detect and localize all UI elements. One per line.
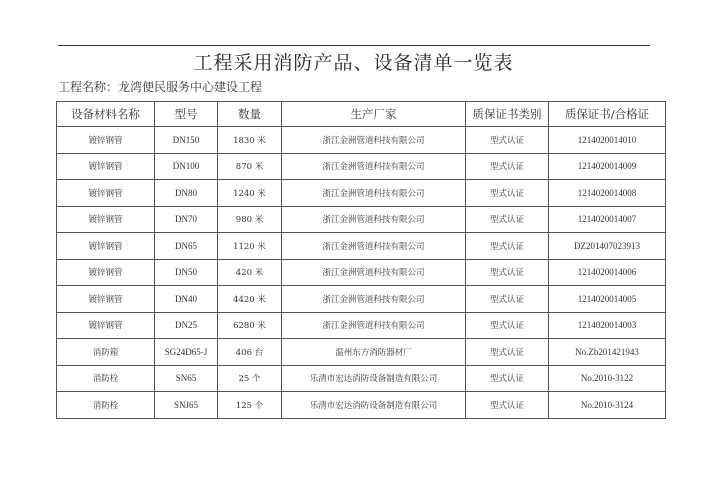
cell-quantity: 1120 米: [218, 233, 282, 260]
cell-cert-type: 型式认证: [466, 286, 549, 313]
cell-model: DN70: [155, 206, 218, 233]
table-row: [57, 365, 666, 392]
cell-model: DN100: [155, 153, 218, 180]
cell-cert-type: 型式认证: [466, 127, 549, 154]
cell-manufacturer: 乐清市宏达消防设备制造有限公司: [282, 365, 466, 392]
cell-cert-no: 1214020014007: [549, 206, 666, 233]
cell-quantity: 25 个: [218, 365, 282, 392]
cell-name: 消防箱: [57, 339, 155, 366]
cell-cert-type: 型式认证: [466, 392, 549, 419]
cell-model: DN25: [155, 312, 218, 339]
cell-cert-no: No.Zb201421943: [549, 339, 666, 366]
cell-manufacturer: 浙江金洲管道科技有限公司: [282, 312, 466, 339]
cell-cert-type: 型式认证: [466, 365, 549, 392]
cell-name: 镀锌钢管: [57, 259, 155, 286]
product-list-table: [56, 101, 666, 419]
cell-name: 镀锌钢管: [57, 153, 155, 180]
table-row: [57, 286, 666, 313]
cell-quantity: 980 米: [218, 206, 282, 233]
cell-cert-no: No.2010-3124: [549, 392, 666, 419]
cell-quantity: 6280 米: [218, 312, 282, 339]
table-row: [57, 259, 666, 286]
cell-cert-type: 型式认证: [466, 233, 549, 260]
cell-cert-type: 型式认证: [466, 153, 549, 180]
cell-cert-type: 型式认证: [466, 312, 549, 339]
table-row: [57, 392, 666, 419]
cell-name: 镀锌钢管: [57, 286, 155, 313]
cell-quantity: 1830 米: [218, 127, 282, 154]
cell-manufacturer: 浙江金洲管道科技有限公司: [282, 180, 466, 207]
cell-quantity: 4420 米: [218, 286, 282, 313]
cell-cert-no: No.2010-3122: [549, 365, 666, 392]
cell-name: 消防栓: [57, 392, 155, 419]
cell-name: 镀锌钢管: [57, 180, 155, 207]
cell-cert-type: 型式认证: [466, 259, 549, 286]
table-row: [57, 180, 666, 207]
cell-model: DN80: [155, 180, 218, 207]
cell-model: SN65: [155, 365, 218, 392]
table-row: [57, 206, 666, 233]
cell-cert-type: 型式认证: [466, 206, 549, 233]
header-cert-type: 质保证书类别: [466, 102, 549, 127]
cell-name: 镀锌钢管: [57, 312, 155, 339]
header-rule: [58, 45, 650, 46]
cell-cert-no: 1214020014010: [549, 127, 666, 154]
cell-cert-type: 型式认证: [466, 339, 549, 366]
cell-cert-no: 1214020014006: [549, 259, 666, 286]
cell-model: SG24D65-J: [155, 339, 218, 366]
cell-cert-no: DZ201407023913: [549, 233, 666, 260]
table-row: [57, 127, 666, 154]
cell-cert-no: 1214020014008: [549, 180, 666, 207]
cell-name: 镀锌钢管: [57, 127, 155, 154]
cell-cert-no: 1214020014003: [549, 312, 666, 339]
cell-cert-no: 1214020014005: [549, 286, 666, 313]
cell-model: DN150: [155, 127, 218, 154]
cell-model: DN40: [155, 286, 218, 313]
cell-manufacturer: 浙江金洲管道科技有限公司: [282, 233, 466, 260]
cell-quantity: 870 米: [218, 153, 282, 180]
cell-quantity: 406 台: [218, 339, 282, 366]
cell-manufacturer: 浙江金洲管道科技有限公司: [282, 206, 466, 233]
cell-name: 消防栓: [57, 365, 155, 392]
cell-manufacturer: 浙江金洲管道科技有限公司: [282, 127, 466, 154]
table-row: [57, 233, 666, 260]
cell-name: 镀锌钢管: [57, 206, 155, 233]
cell-manufacturer: 浙江金洲管道科技有限公司: [282, 153, 466, 180]
header-name: 设备材料名称: [57, 102, 155, 127]
cell-manufacturer: 浙江金洲管道科技有限公司: [282, 259, 466, 286]
cell-cert-type: 型式认证: [466, 180, 549, 207]
cell-name: 镀锌钢管: [57, 233, 155, 260]
cell-model: DN65: [155, 233, 218, 260]
cell-quantity: 1240 米: [218, 180, 282, 207]
table-row: [57, 153, 666, 180]
header-quantity: 数量: [218, 102, 282, 127]
header-cert-no: 质保证书/合格证: [549, 102, 666, 127]
header-model: 型号: [155, 102, 218, 127]
cell-cert-no: 1214020014009: [549, 153, 666, 180]
cell-quantity: 420 米: [218, 259, 282, 286]
header-manufacturer: 生产厂家: [282, 102, 466, 127]
table-row: [57, 339, 666, 366]
page-title: 工程采用消防产品、设备清单一览表: [193, 52, 514, 74]
table-row: [57, 312, 666, 339]
cell-model: SNJ65: [155, 392, 218, 419]
project-name: 工程名称：龙湾便民服务中心建设工程: [58, 80, 263, 94]
cell-model: DN50: [155, 259, 218, 286]
cell-manufacturer: 温州东方消防器材厂: [282, 339, 466, 366]
table-header-row: [57, 102, 666, 127]
cell-manufacturer: 浙江金洲管道科技有限公司: [282, 286, 466, 313]
cell-manufacturer: 乐清市宏达消防设备制造有限公司: [282, 392, 466, 419]
cell-quantity: 125 个: [218, 392, 282, 419]
